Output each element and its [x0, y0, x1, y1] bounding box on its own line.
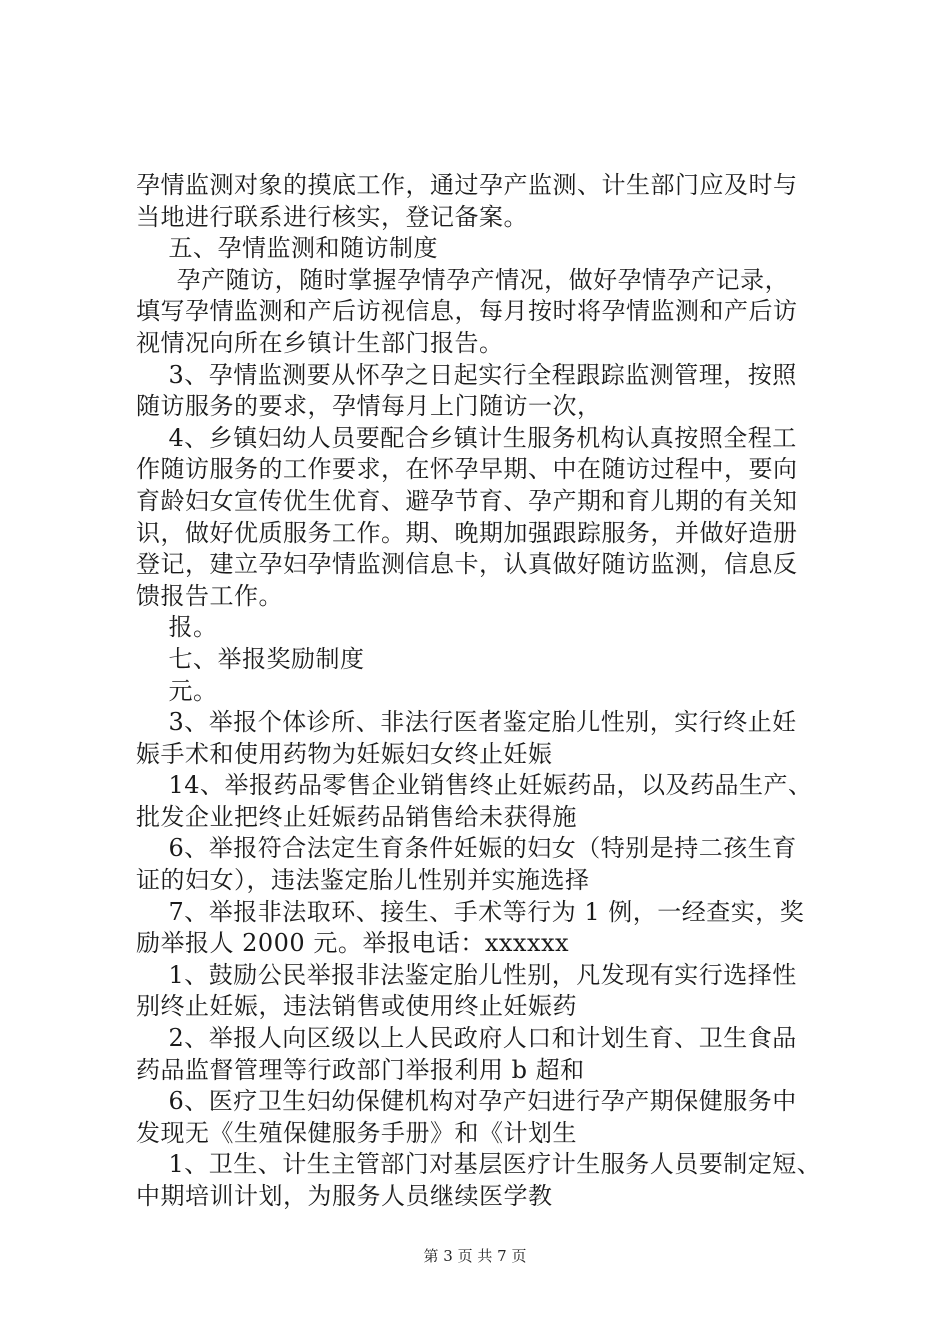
text-line: 发现无《生殖保健服务手册》和《计划生 [136, 1118, 577, 1147]
text-line: 育龄妇女宣传优生优育、避孕节育、孕产期和育儿期的有关知 [136, 486, 798, 515]
text-line: 证的妇女），违法鉴定胎儿性别并实施选择 [136, 866, 590, 895]
text-line: 3、举报个体诊所、非法行医者鉴定胎儿性别，实行终止妊 [136, 708, 797, 737]
text-line: 3、孕情监测要从怀孕之日起实行全程跟踪监测管理，按照 [136, 360, 797, 389]
page-footer [0, 1245, 950, 1266]
text-line: 1、卫生、计生主管部门对基层医疗计生服务人员要制定短、 [136, 1150, 822, 1179]
text-line: 药品监督管理等行政部门举报利用 b 超和 [136, 1055, 585, 1084]
text-line: 别终止妊娠，违法销售或使用终止妊娠药 [136, 992, 577, 1021]
text-line: 娠手术和使用药物为妊娠妇女终止妊娠 [136, 739, 553, 768]
text-line: 识，做好优质服务工作。期、晚期加强跟踪服务，并做好造册 [136, 518, 798, 547]
text-line: 作随访服务的工作要求，在怀孕早期、中在随访过程中，要向 [136, 455, 798, 484]
text-line: 中期培训计划，为服务人员继续医学教 [136, 1182, 553, 1210]
text-line: 馈报告工作。 [136, 581, 283, 610]
text-line: 励举报人 2000 元。举报电话：xxxxxx [136, 929, 570, 958]
text-line: 登记，建立孕妇孕情监测信息卡，认真做好随访监测，信息反 [136, 550, 798, 579]
text-line: 填写孕情监测和产后访视信息，每月按时将孕情监测和产后访 [136, 297, 798, 326]
text-line: 批发企业把终止妊娠药品销售给未获得施 [136, 802, 577, 831]
text-line: 视情况向所在乡镇计生部门报告。 [136, 328, 504, 357]
page-number-label: 第 3 页 共 7 页 [423, 1247, 527, 1265]
text-line: 14、举报药品零售企业销售终止妊娠药品，以及药品生产、 [136, 771, 813, 800]
text-line: 1、鼓励公民举报非法鉴定胎儿性别，凡发现有实行选择性 [136, 960, 797, 989]
text-line: 6、医疗卫生妇幼保健机构对孕产妇进行孕产期保健服务中 [136, 1087, 797, 1116]
text-line: 五、孕情监测和随访制度 [136, 234, 439, 263]
text-line: 4、乡镇妇幼人员要配合乡镇计生服务机构认真按照全程工 [136, 423, 797, 452]
text-line: 元。 [136, 676, 218, 705]
text-line: 报。 [136, 613, 218, 642]
text-line: 6、举报符合法定生育条件妊娠的妇女（特别是持二孩生育 [136, 834, 797, 863]
text-line: 2、举报人向区级以上人民政府人口和计划生育、卫生食品 [136, 1024, 797, 1053]
text-line: 孕情监测对象的摸底工作，通过孕产监测、计生部门应及时与 [136, 171, 798, 199]
text-line: 随访服务的要求，孕情每月上门随访一次， [136, 392, 602, 421]
document-body [136, 170, 836, 1213]
text-line: 七、举报奖励制度 [136, 644, 365, 673]
text-line: 孕产随访，随时掌握孕情孕产情况，做好孕情孕产记录， [136, 265, 790, 294]
text-line: 当地进行联系进行核实，登记备案。 [136, 202, 528, 231]
text-line: 7、举报非法取环、接生、手术等行为 1 例，一经查实，奖 [136, 897, 805, 926]
